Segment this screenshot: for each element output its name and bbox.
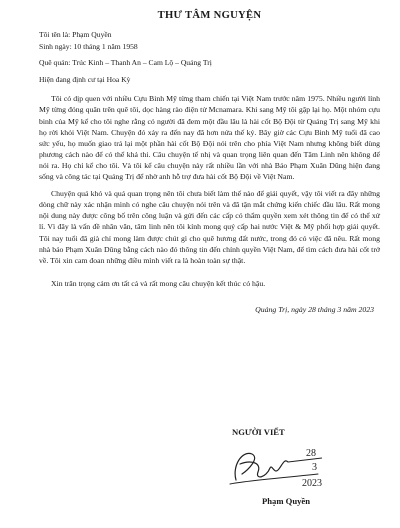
closing-line: Xin trân trọng cảm ơn tất cả và rất mong câu chuyện kết thúc có hậu. [51, 278, 266, 288]
signer-label: NGƯỜI VIẾT [232, 427, 285, 437]
handwritten-signature [222, 440, 342, 492]
body-paragraph-1: Tôi có dịp quen với nhiều Cựu Binh Mỹ từng tham chiến tại Việt Nam trước năm 1975. Nhiều người lính Mỹ từng đóng quân trên quê tôi, dọc hàng rào điện tử Mcnamara. Khi sang Mỹ tôi gặp lại họ. Một nhóm cựu binh của Mỹ kể cho tôi nghe rằng có người đã đem một đầu lâu là hài cốt Bộ Đội từ Quảng Trị sang Mỹ khi họ rời khỏi Việt Nam. Chuyện đó xảy ra đến nay đã hơn nửa thế kỷ. Bây giờ các Cựu Binh Mỹ tuổi đã cao sức yếu, họ muốn giao trả lại một phần hài cốt Bộ Đội nói trên cho phía Việt Nam nhưng không biết dùng phương cách nào để có thể khả thi. Câu chuyện tế nhị và quan trọng liên quan đến Tâm Linh nên không để nói ra. Họ chỉ kể cho tôi. Và tôi kể câu chuyện này rất nhiều lần với nhà Báo Phạm Xuân Dũng hiện đang sống và công tác tại Quảng Trị để nhờ anh hỗ trợ đưa hài cốt Bộ Đội về Việt Nam. [39, 94, 380, 182]
info-hometown: Quê quán: Trúc Kinh – Thanh An – Cam Lộ – Quảng Trị [39, 58, 212, 68]
info-name: Tôi tên là: Phạm Quyền [39, 30, 112, 39]
info-dob: Sinh ngày: 10 tháng 1 năm 1958 [39, 41, 138, 51]
info-residence: Hiện đang định cư tại Hoa Kỳ [39, 74, 131, 84]
personal-info [39, 30, 380, 84]
body-paragraph-2: Chuyện quá khó và quá quan trọng nên tôi chưa biết làm thế nào để giải quyết, vậy tôi viết ra đây những dòng chữ này xác nhận mình có nghe câu chuyện nói trên và đã tận mắt chứng kiến chiếc đầu lâu. Rất mong nội dung này được công bố trên công luận và gửi đến các cấp có thẩm quyền xem xét thông tin để có thể xử lí. Vì đây là vấn đề nhân văn, tâm linh nên tôi kính mong quý cấp hai nước Việt & Mỹ phối hợp giải quyết. Tôi nay tuổi đã già chỉ mong làm được chút gì cho quê hương đất nước, trong đó có việc đã nêu. Rất mong nhà báo Phạm Xuân Dũng bằng cách nào đó thông tin đến chính quyền Việt Nam, để tìm cách đưa hài cốt trở về. Tôi xin cam đoan những điều mình viết ra là hoàn toàn sự thật. [39, 189, 380, 265]
letter-title: THƯ TÂM NGUYỆN [157, 10, 262, 21]
date-line: Quảng Trị, ngày 28 tháng 3 năm 2023 [255, 304, 374, 314]
svg-text:3: 3 [312, 462, 317, 473]
signature-drawing [222, 440, 342, 492]
signer-name: Phạm Quyền [262, 496, 310, 506]
svg-text:2023: 2023 [302, 478, 322, 489]
svg-text:28: 28 [306, 448, 316, 459]
